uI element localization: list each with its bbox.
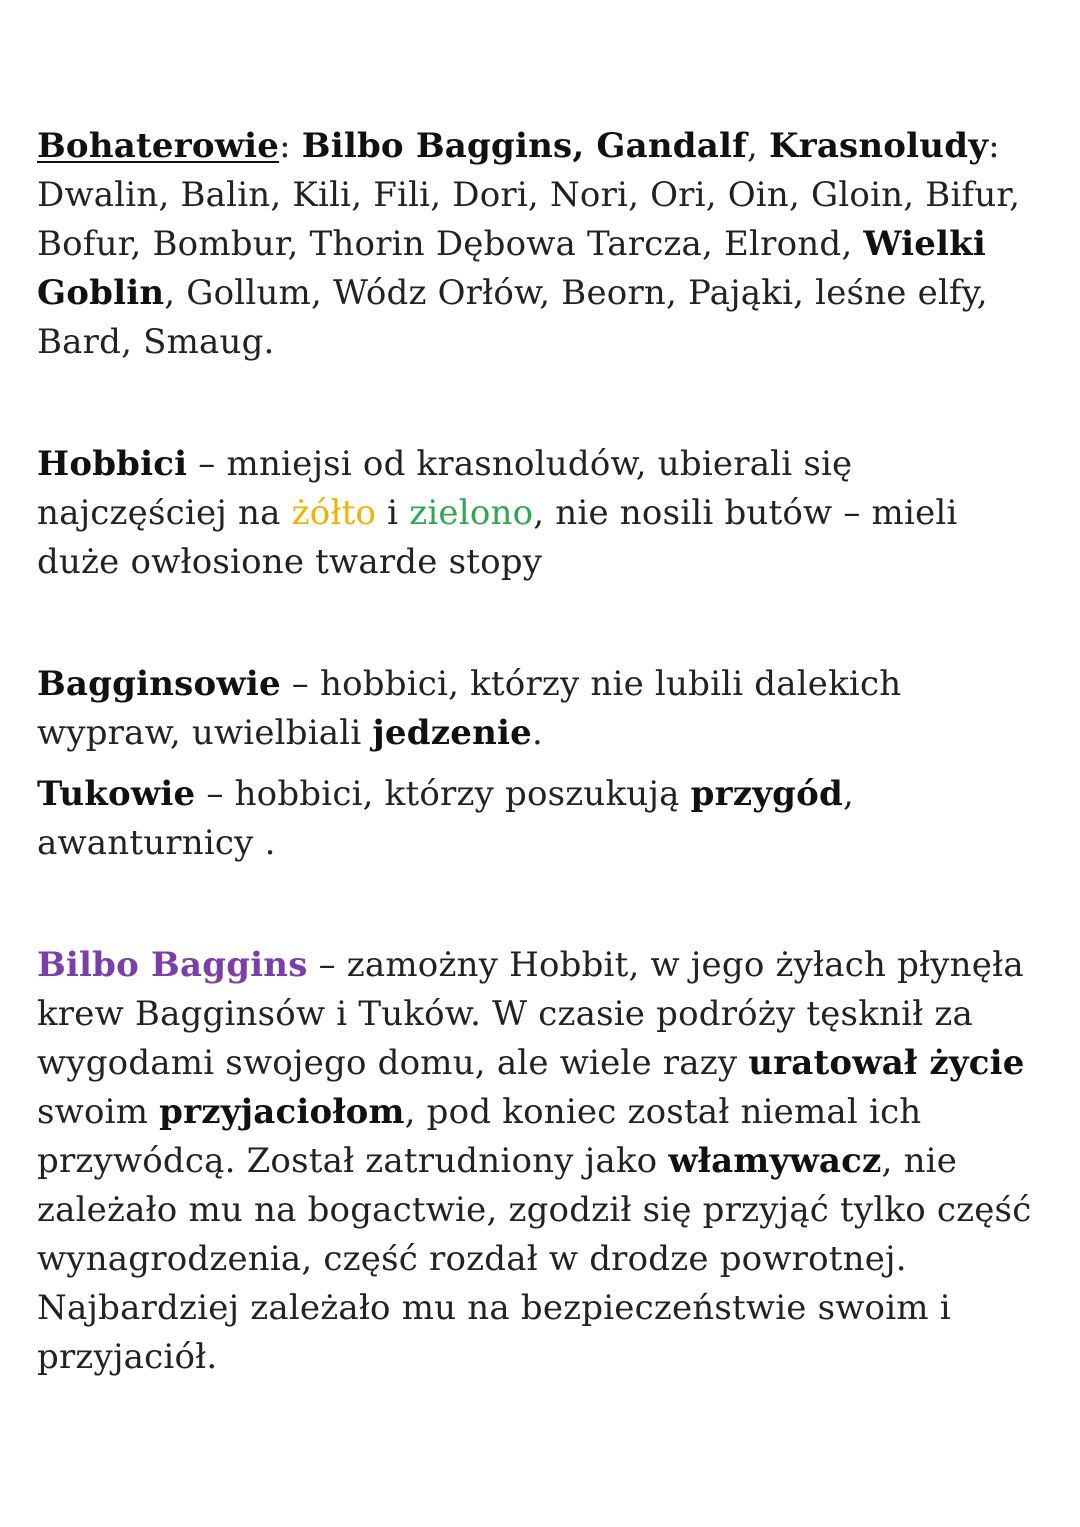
hobbits-paragraph xyxy=(37,440,1047,587)
bilbo-term: Bilbo Baggins xyxy=(37,945,308,985)
bagginsowie-text-2: . xyxy=(531,713,543,753)
heroes-separator: , xyxy=(746,126,769,166)
heroes-tail: , Gollum, Wódz Orłów, Beorn, Pająki, leśne elfy, Bard, Smaug. xyxy=(37,273,988,362)
bilbo-text-3: , pod koniec został niemal ich przywódcą. Został zatrudniony jako xyxy=(37,1092,922,1181)
bilbo-bold-2: przyjaciołom xyxy=(159,1092,405,1132)
bilbo-paragraph xyxy=(37,941,1047,1382)
tukowie-bold: przygód xyxy=(690,774,843,814)
document-page xyxy=(37,122,1047,1382)
heroes-colon-2: : xyxy=(988,126,1000,166)
tukowie-text-1: – hobbici, którzy poszukują xyxy=(195,774,691,814)
tukowie-term: Tukowie xyxy=(37,774,196,814)
hobbits-text-1: – mniejsi od krasnoludów, ubierali się najczęściej na xyxy=(37,444,853,533)
heroes-paragraph xyxy=(37,122,1047,367)
bilbo-text-1: – zamożny Hobbit, w jego żyłach płynęła krew Bagginsów i Tuków. W czasie podróży tęsknił za wygodami swojego domu, ale wiele razy xyxy=(37,945,1024,1083)
heroes-goblin: Wielki Goblin xyxy=(37,224,987,313)
heroes-label: Bohaterowie xyxy=(37,126,280,166)
bilbo-bold-3: włamywacz xyxy=(668,1141,882,1181)
bilbo-text-2: swoim xyxy=(37,1092,160,1132)
hobbits-term: Hobbici xyxy=(37,444,188,484)
hobbits-green-word: zielono xyxy=(409,493,534,533)
bagginsowie-text-1: – hobbici, którzy nie lubili dalekich wypraw, uwielbiali xyxy=(37,664,902,753)
heroes-bold-names: Bilbo Baggins, Gandalf xyxy=(301,126,747,166)
bilbo-text-4: , nie zależało mu na bogactwie, zgodził się przyjąć tylko część wynagrodzenia, część rozdał w drodze powrotnej. Najbardziej zależało mu na bezpieczeństwie swoim i przyjaciół. xyxy=(37,1141,1032,1377)
hobbits-text-3: , nie nosili butów – mieli duże owłosione twarde stopy xyxy=(37,493,958,582)
heroes-dwarves-label: Krasnoludy xyxy=(768,126,989,166)
tukowie-paragraph xyxy=(37,770,1047,868)
tukowie-text-2: , awanturnicy . xyxy=(37,774,854,863)
hobbits-yellow-word: żółto xyxy=(291,493,377,533)
bagginsowie-paragraph xyxy=(37,660,1047,758)
bilbo-bold-1: uratował życie xyxy=(748,1043,1025,1083)
bagginsowie-term: Bagginsowie xyxy=(37,664,281,704)
heroes-list: Dwalin, Balin, Kili, Fili, Dori, Nori, Ori, Oin, Gloin, Bifur, Bofur, Bombur, Thorin Dębowa Tarcza, Elrond, xyxy=(37,175,1021,264)
heroes-colon: : xyxy=(279,126,302,166)
hobbits-text-2: i xyxy=(376,493,410,533)
bagginsowie-bold: jedzenie xyxy=(372,713,532,753)
